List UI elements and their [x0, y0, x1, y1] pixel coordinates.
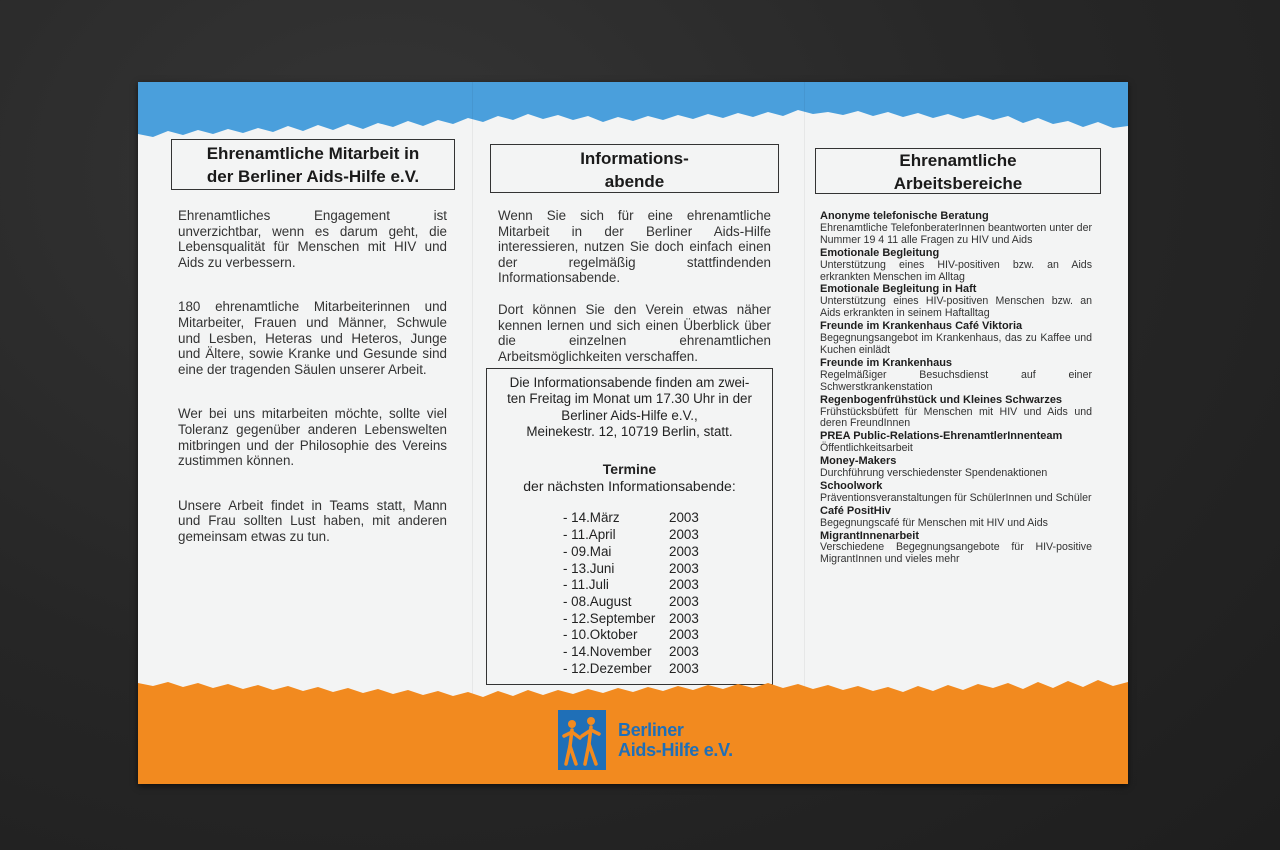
logo-line2: Aids-Hilfe e.V. [618, 740, 733, 760]
logo-text [618, 720, 733, 760]
logo-line1: Berliner [618, 720, 684, 740]
col2-title [490, 144, 779, 193]
work-area-heading: Freunde im Krankenhaus Café Viktoria [820, 320, 1023, 333]
work-area [820, 284, 1092, 320]
date-row [563, 544, 772, 561]
date-year: 2003 [669, 644, 699, 660]
work-area [820, 321, 1092, 357]
work-area-text: Regelmäßiger Besuchsdienst auf einer Schwerstkrankenstation [820, 368, 1092, 393]
work-area [820, 395, 1092, 431]
work-area [820, 481, 1092, 505]
work-area-text: Präventionsveranstaltungen für SchülerInnen und Schüler [820, 491, 1092, 504]
date-day: - 10.Oktober [563, 627, 638, 643]
flyer [138, 82, 1128, 784]
date-day: - 08.August [563, 593, 632, 609]
work-area-heading: MigrantInnenarbeit [820, 529, 920, 542]
date-day: - 11.April [563, 527, 616, 543]
col3-title-line2: Arbeitsbereiche [893, 174, 1023, 193]
date-day: - 11.Juli [563, 577, 609, 593]
col1-paragraph: Wer bei uns mitarbeiten möchte, sollte viel Toleranz gegenüber anderen Lebenswelten mitbringen und der Philosophie des Vereins zustimmen können. [178, 406, 447, 469]
info-notice [495, 375, 764, 441]
date-row [563, 611, 772, 628]
berliner-aids-hilfe-logo [558, 710, 733, 774]
work-area [820, 531, 1092, 567]
work-area-heading: Emotionale Begleitung in Haft [820, 283, 977, 296]
date-year: 2003 [669, 543, 699, 559]
work-area [820, 506, 1092, 530]
date-row [563, 627, 772, 644]
work-area-heading: Emotionale Begleitung [820, 246, 940, 259]
date-day: - 12.September [563, 610, 656, 626]
work-area [820, 248, 1092, 284]
work-area-heading: PREA Public-Relations-EhrenamtlerInnenteam [820, 430, 1063, 443]
date-day: - 13.Juni [563, 560, 615, 576]
col2-title-line2: abende [604, 172, 665, 191]
work-area-text: Öffentlichkeitsarbeit [820, 442, 913, 455]
col2-paragraph: Wenn Sie sich für eine ehrenamtliche Mitarbeit in der Berliner Aids-Hilfe interessieren, nutzen Sie doch einfach einen der regelmäßig stattfindenden Informationsabende. [498, 208, 771, 286]
work-area-heading: Café PositHiv [820, 504, 891, 517]
notice-line: Berliner Aids-Hilfe e.V., [561, 407, 698, 423]
date-year: 2003 [669, 627, 699, 643]
date-row [563, 510, 772, 527]
info-box [486, 368, 773, 685]
col1-title [171, 139, 455, 190]
date-year: 2003 [669, 510, 699, 526]
notice-line: Meinekestr. 12, 10719 Berlin, statt. [526, 424, 733, 440]
work-area [820, 358, 1092, 394]
date-day: - 14.März [563, 510, 620, 526]
notice-line: Die Informationsabende finden am zwei- [509, 375, 750, 390]
work-area [820, 456, 1092, 480]
date-day: - 12.Dezember [563, 660, 652, 676]
logo-figures-icon [558, 710, 606, 770]
work-area-text: Verschiedene Begegnungsangebote für HIV-positive MigrantInnen und vieles mehr [820, 541, 1092, 566]
work-area-heading: Anonyme telefonische Beratung [820, 210, 989, 222]
work-area-text: Unterstützung eines HIV-positiven Menschen bzw. an Aids erkrankten in seinem Haftalltag [820, 295, 1092, 320]
dates-list [563, 510, 772, 677]
work-area [820, 211, 1092, 247]
col2-body [498, 208, 771, 380]
col1-title-line1: Ehrenamtliche Mitarbeit in [206, 144, 420, 163]
date-year: 2003 [669, 527, 699, 543]
work-area-heading: Money-Makers [820, 455, 897, 468]
work-area-heading: Regenbogenfrühstück und Kleines Schwarzes [820, 393, 1063, 406]
termine-subheading: der nächsten Informationsabende: [523, 478, 736, 495]
work-area [820, 431, 1092, 455]
col1-paragraph: Unsere Arbeit findet in Teams statt, Mann und Frau sollten Lust haben, mit anderen gemeinsam etwas zu tun. [178, 497, 447, 544]
date-row [563, 594, 772, 611]
termine-heading: Termine [602, 460, 657, 477]
date-row [563, 577, 772, 594]
work-area-heading: Schoolwork [820, 479, 883, 492]
work-area-text: Durchführung verschiedenster Spendenaktionen [820, 467, 1048, 480]
col3-title [815, 148, 1101, 194]
date-year: 2003 [669, 660, 699, 676]
areas-list [820, 211, 1092, 567]
date-year: 2003 [669, 577, 699, 593]
date-row [563, 527, 772, 544]
work-area-text: Begegnungscafé für Menschen mit HIV und Aids [820, 516, 1048, 529]
col3-title-line1: Ehrenamtliche [899, 151, 1017, 170]
date-day: - 09.Mai [563, 543, 612, 559]
col2-paragraph: Dort können Sie den Verein etwas näher kennen lernen und sich einen Überblick über die einzelnen ehrenamtlichen Arbeitsmöglichkeiten verschaffen. [498, 301, 771, 364]
date-year: 2003 [669, 560, 699, 576]
work-area-text: Ehrenamtliche TelefonberaterInnen beantworten unter der Nummer 19 4 11 alle Fragen zu HIV und Aids [820, 221, 1092, 246]
date-row [563, 561, 772, 578]
col1-paragraph: 180 ehrenamtliche Mitarbeiterinnen und Mitarbeiter, Frauen und Männer, Schwule und Lesben, Heteras und Heteros, Junge und Ältere, sowie Kranke und Gesunde sind eine der tragenden Säulen unserer Arbeit. [178, 299, 447, 377]
date-row [563, 644, 772, 661]
col1-title-line2: der Berliner Aids-Hilfe e.V. [206, 167, 420, 186]
work-area-text: Unterstützung eines HIV-positiven bzw. an Aids erkrankten Menschen im Alltag [820, 258, 1092, 283]
date-day: - 14.November [563, 644, 652, 660]
work-area-text: Frühstücksbüfett für Menschen mit HIV und Aids und deren FreundInnen [820, 405, 1092, 430]
col1-body [178, 208, 447, 574]
work-area-heading: Freunde im Krankenhaus [820, 356, 953, 369]
col2-title-line1: Informations- [580, 149, 689, 168]
date-year: 2003 [669, 593, 699, 609]
col1-paragraph: Ehrenamtliches Engagement ist unverzichtbar, wenn es darum geht, die Lebensqualität für Menschen mit HIV und Aids zu verbessern. [178, 208, 447, 270]
work-area-text: Begegnungsangebot im Krankenhaus, das zu Kaffee und Kuchen einlädt [820, 332, 1092, 356]
date-year: 2003 [669, 610, 699, 626]
notice-line: ten Freitag im Monat um 17.30 Uhr in der [507, 391, 752, 407]
